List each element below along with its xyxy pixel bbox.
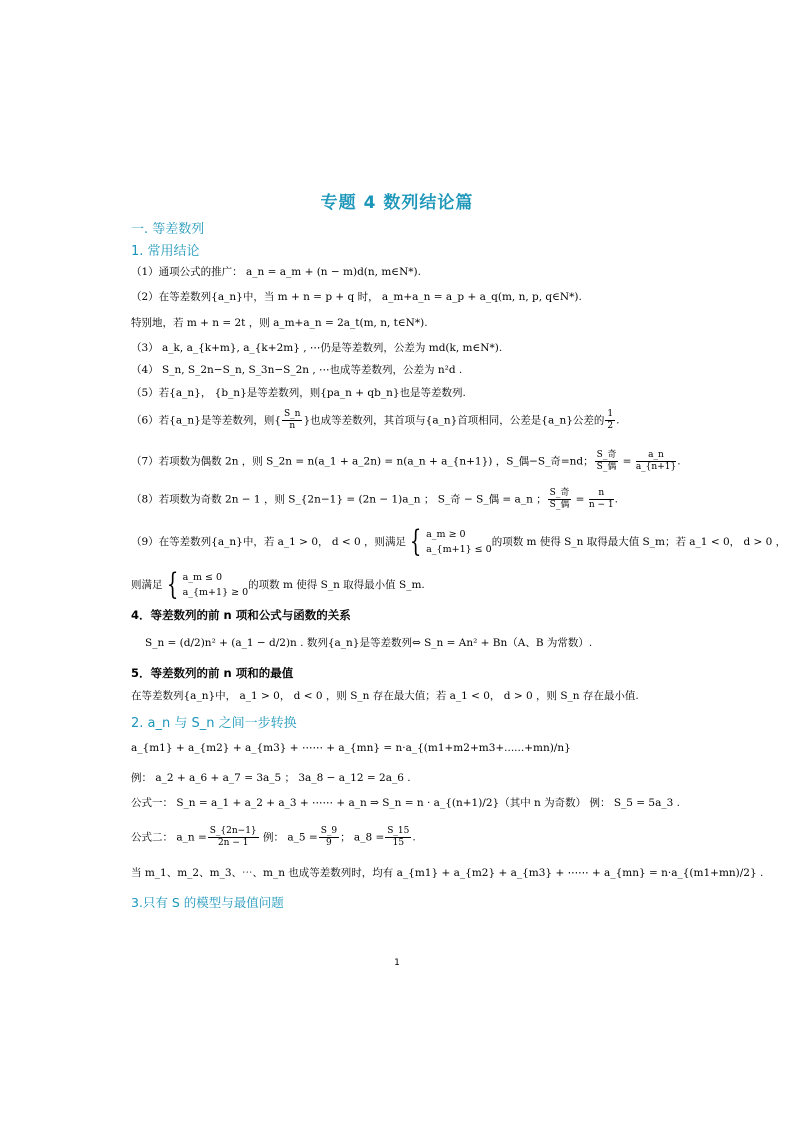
subsection-heading-3: 3.只有 S 的模型与最值问题 (131, 895, 284, 910)
system-line-2: a_{m+1} ≤ 0 (426, 544, 492, 555)
fraction (605, 409, 615, 432)
item-6-end: . (616, 414, 620, 427)
item-7-end: . (677, 455, 681, 468)
item-4: （4） S_n, S_2n−S_n, S_3n−S_2n , ⋯也成等差数列，公差为 n²d . (131, 364, 463, 376)
item-9-text-d: 的项数 m 使得 S_n 取得最小值 S_m. (248, 579, 425, 591)
fraction (589, 488, 614, 511)
subsection-heading-2: 2. a_n 与 S_n 之间一步转换 (131, 716, 297, 731)
fraction (385, 826, 411, 849)
fraction-denominator: S_偶 (549, 500, 570, 510)
formula-two-text-b: 例： a_5 = (259, 831, 318, 844)
item-9-continued (131, 567, 425, 602)
item-2: （2）在等差数列{a_n}中，当 m + n = p + q 时， a_m+a_n = a_p + a_q(m, n, p, q∈N*). (131, 291, 582, 303)
system-line-1: a_m ≤ 0 (182, 572, 223, 583)
fraction-numerator: S_奇 (549, 488, 570, 498)
item-7-text: （7）若项数为偶数 2n ，则 S_2n = n(a_1 + a_2n) = n(a_n + a_{n+1}) ，S_偶−S_奇=nd； (131, 455, 594, 468)
equals-sign: = (619, 455, 635, 468)
item-8-text: （8）若项数为奇数 2n − 1 ，则 S_{2n−1} = (2n − 1)a_n ； S_奇 − S_偶 = a_n ； (131, 493, 547, 506)
formula-two-text-a: 公式二： a_n = (131, 831, 207, 844)
inequality-system (183, 570, 249, 600)
fraction-denominator: n (289, 421, 296, 431)
item-9-text-b: 的项数 m 使得 S_n 取得最大值 S_m；若 a_1 < 0， d > 0 ， (491, 536, 787, 548)
left-brace: { (409, 524, 422, 559)
item-6-text-a: （6）若{a_n}是等差数列，则{ (131, 414, 281, 427)
fraction-denominator: a_{n+1} (635, 462, 677, 472)
inequality-system (426, 527, 492, 557)
example-1: 例： a_2 + a_6 + a_7 = 3a_5 ； 3a_8 − a_12 = 2a_6 . (131, 772, 411, 784)
fraction-numerator: S_n (284, 409, 301, 419)
fraction-numerator: 1 (607, 409, 614, 419)
formula-two-end: . (412, 831, 416, 844)
fraction (319, 826, 339, 849)
item-6-text-b: }也成等差数列，其首项与{a_n}首项相同，公差是{a_n}公差的 (303, 414, 605, 427)
equals-sign: = (572, 493, 588, 506)
fraction-numerator: S_{2n−1} (209, 826, 257, 836)
fraction (208, 826, 259, 849)
page-number: 1 (394, 958, 400, 968)
formula-sum-function: S_n = (d/2)n² + (a_1 − d/2)n . 数列{a_n}是等差数列⇔ S_n = An² + Bn（A、B 为常数）. (145, 637, 593, 649)
item-7 (131, 450, 681, 473)
page-title: 专题 4 数列结论篇 (320, 193, 474, 213)
fraction (595, 450, 619, 473)
conversion-formula: a_{m1} + a_{m2} + a_{m3} + ⋯⋯ + a_{mn} = n·a_{(m1+m2+m3+......+mn)/n} (131, 742, 571, 754)
heading-4: 4．等差数列的前 n 项和公式与函数的关系 (131, 608, 351, 622)
fraction-denominator: n − 1 (588, 500, 614, 510)
item-1: （1）通项公式的推广： a_n = a_m + (n − m)d(n, m∈N*). (131, 266, 421, 278)
fraction-numerator: S_奇 (596, 450, 617, 460)
system-line-2: a_{m+1} ≥ 0 (182, 587, 249, 598)
heading-5: 5．等差数列的前 n 项和的最值 (131, 666, 294, 680)
fraction-denominator: S_偶 (596, 462, 617, 472)
section-heading: 一. 等差数列 (131, 222, 205, 237)
arithmetic-index-line: 当 m_1、m_2、m_3、⋯、m_n 也成等差数列时，均有 a_{m1} + a_{m2} + a_{m3} + ⋯⋯ + a_{mn} = n·a_{(m1+mn)/2} . (131, 867, 764, 879)
fraction-denominator: 2 (607, 421, 614, 431)
system-line-1: a_m ≥ 0 (426, 529, 466, 540)
max-min-text: 在等差数列{a_n}中， a_1 > 0， d < 0 ，则 S_n 存在最大值；若 a_1 < 0， d > 0 ，则 S_n 存在最小值. (131, 690, 639, 702)
item-2-special: 特别地，若 m + n = 2t ，则 a_m+a_n = 2a_t(m, n, t∈N*). (131, 317, 428, 329)
fraction-denominator: 2n − 1 (217, 838, 249, 848)
formula-two (131, 826, 416, 849)
item-9 (131, 524, 787, 559)
fraction-denominator: 15 (392, 838, 405, 848)
item-8-end: . (614, 493, 618, 506)
formula-one: 公式一： S_n = a_1 + a_2 + a_3 + ⋯⋯ + a_n ⇒ S_n = n · a_{(n+1)/2}（其中 n 为奇数） 例： S_5 = 5a_3 . (131, 797, 680, 809)
item-5: （5）若{a_n}， {b_n}是等差数列，则{pa_n + qb_n}也是等差数列. (131, 387, 466, 399)
item-9-text-c: 则满足 (131, 579, 163, 591)
fraction (282, 409, 302, 432)
fraction (636, 450, 676, 473)
left-brace: { (166, 567, 178, 602)
item-3: （3） a_k, a_{k+m}, a_{k+2m} , ⋯仍是等差数列，公差为 md(k, m∈N*). (131, 342, 503, 354)
fraction-numerator: S_9 (320, 826, 338, 836)
fraction-numerator: S_15 (387, 826, 410, 836)
fraction-denominator: 9 (326, 838, 332, 848)
fraction (548, 488, 572, 511)
subsection-heading: 1. 常用结论 (131, 244, 200, 259)
item-8 (131, 488, 618, 511)
item-6 (131, 409, 620, 432)
fraction-numerator: n (589, 488, 614, 500)
fraction-numerator: a_n (636, 450, 676, 462)
formula-two-text-c: ； a_8 = (340, 831, 385, 844)
item-9-text-a: （9）在等差数列{a_n}中，若 a_1 > 0， d < 0 ，则满足 (131, 536, 407, 548)
